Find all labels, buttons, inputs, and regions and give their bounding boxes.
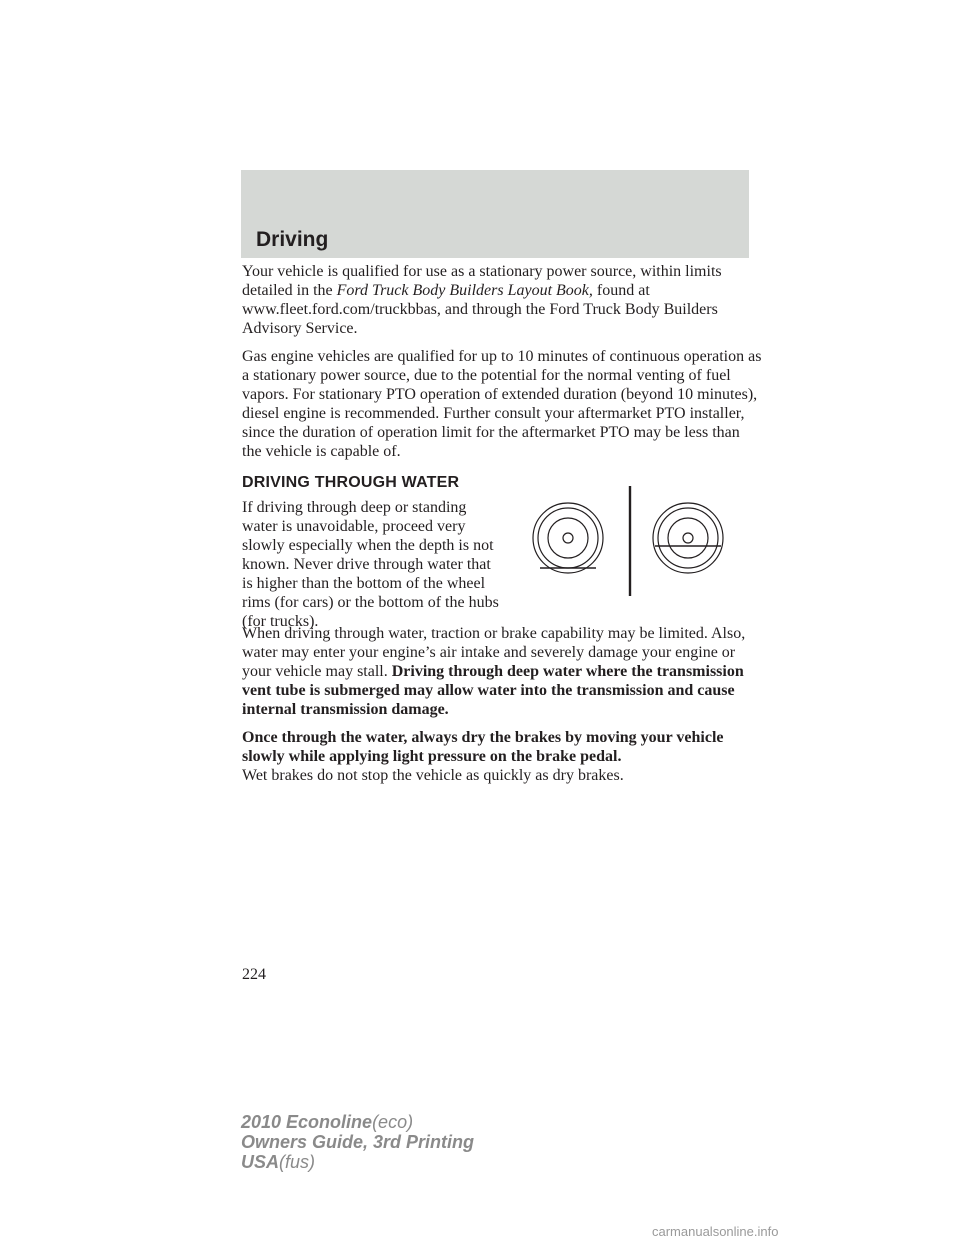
paragraph-text: Wet brakes do not stop the vehicle as quickly as dry brakes. xyxy=(242,767,624,784)
paragraph-traction xyxy=(242,624,762,719)
footer-line-guide: Owners Guide, 3rd Printing xyxy=(241,1132,475,1152)
section-heading: DRIVING THROUGH WATER xyxy=(242,474,460,491)
document-footer xyxy=(241,1112,474,1172)
section-header-band xyxy=(241,170,749,258)
watermark: carmanualsonline.info xyxy=(652,1224,779,1239)
footer-model: 2010 Econoline xyxy=(241,1112,373,1132)
book-title: Ford Truck Body Builders Layout Book, xyxy=(336,282,593,299)
wheel-water-level-icon xyxy=(526,482,736,610)
paragraph-stationary-power xyxy=(242,262,762,338)
paragraph-dry-brakes xyxy=(242,728,762,785)
paragraph-water-intro: If driving through deep or standing water is unavoidable, proceed very slowly especially when the depth is not known. Never drive through water that is higher than the bottom of the wheel rims (for cars) or the bottom of the hubs (for trucks). xyxy=(242,499,499,630)
truck-wheel-icon xyxy=(653,503,723,573)
warning-text: Driving through deep water where the transmission vent tube is submerged may allow water into the transmission and cause internal transmission damage. xyxy=(242,663,744,718)
paragraph-text: When driving through water, traction or brake capability may be limited. Also, water may enter your engine’s air intake and severely damage your engine or your vehicle may stall. xyxy=(242,625,746,680)
footer-region-code: (fus) xyxy=(279,1152,316,1172)
footer-line-model xyxy=(241,1112,474,1132)
car-wheel-icon xyxy=(533,503,603,573)
paragraph-text: Your vehicle is qualified for use as a stationary power source, within limits detailed in the xyxy=(242,263,722,299)
warning-text: Once through the water, always dry the brakes by moving your vehicle slowly while applying light pressure on the brake pedal. xyxy=(242,729,724,765)
page-number: 224 xyxy=(242,966,266,983)
page-content xyxy=(242,262,762,794)
paragraph-text: found at www.fleet.ford.com/truckbbas, and through the Ford Truck Body Builders Advisory Service. xyxy=(242,282,718,337)
section-title: Driving xyxy=(256,228,329,251)
water-intro-row xyxy=(242,498,762,630)
footer-line-region xyxy=(241,1152,474,1172)
paragraph-gas-engine: Gas engine vehicles are qualified for up to 10 minutes of continuous operation as a stationary power source, due to the potential for the normal venting of fuel vapors. For stationary PTO operation of extended duration (beyond 10 minutes), diesel engine is recommended. Further consult your aftermarket PTO installer, since the duration of operation limit for the aftermarket PTO may be less than the vehicle is capable of. xyxy=(242,348,762,460)
footer-region: USA xyxy=(241,1152,280,1172)
footer-model-code: (eco) xyxy=(372,1112,414,1132)
